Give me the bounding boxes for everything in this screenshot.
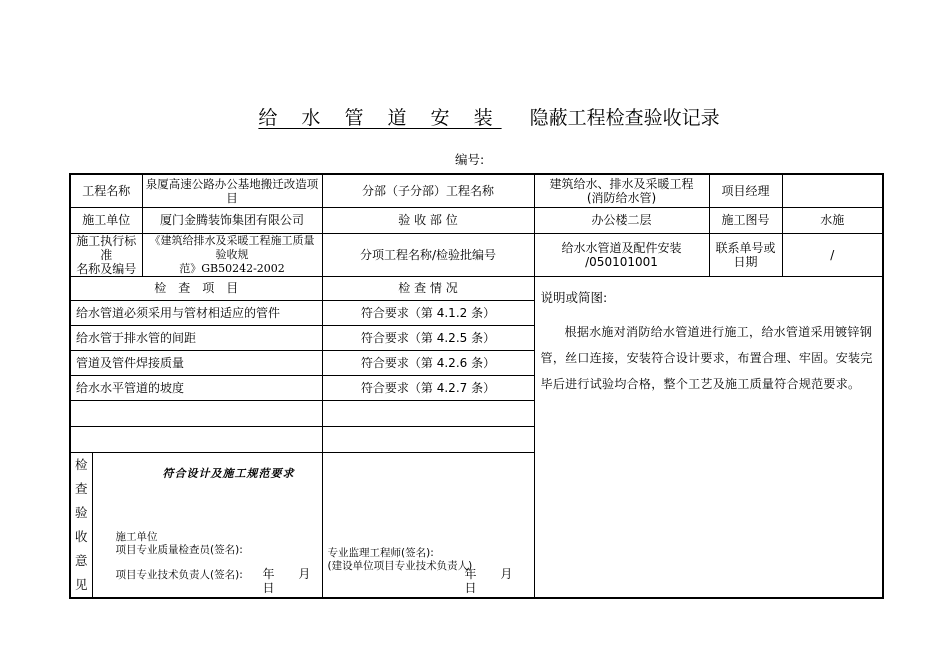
standard-line2: 范》GB50242-2002 bbox=[179, 261, 285, 275]
project-name-label: 工程名称 bbox=[70, 174, 142, 207]
contractor-opinion bbox=[92, 452, 322, 598]
owner-lead-signature: (建设单位项目专业技术负责人) bbox=[327, 559, 473, 572]
inspection-item: 给水管道必须采用与管材相适应的管件 bbox=[70, 300, 322, 325]
manager-label: 项目经理 bbox=[709, 174, 782, 207]
standard-label bbox=[70, 233, 142, 276]
standard-line1: 《建筑给排水及采暖工程施工质量验收规 bbox=[149, 233, 315, 261]
sub-project-line2: (消防给水管) bbox=[586, 190, 657, 205]
notes-title: 说明或简图: bbox=[540, 289, 608, 305]
drawing-value: 水施 bbox=[782, 207, 883, 233]
page-title bbox=[0, 103, 950, 130]
inspection-item: 给水水平管道的坡度 bbox=[70, 375, 322, 400]
standard-label-line1: 施工执行标准 bbox=[76, 233, 137, 262]
quality-inspector-signature: 项目专业质量检查员(签名): bbox=[115, 543, 243, 556]
notes-text: 根据水施对消防给水管道进行施工，给水管道采用镀锌钢管，丝口连接，安装符合设计要求，布置合理、牢固。安装完毕后进行试验均合格，整个工艺及施工质量符合规范要求。 bbox=[540, 324, 873, 391]
batch-line2: /050101001 bbox=[585, 254, 658, 269]
serial-label: 编号: bbox=[455, 152, 485, 167]
inspection-item bbox=[70, 400, 322, 426]
manager-value bbox=[782, 174, 883, 207]
acceptance-label: 验 收 部 位 bbox=[322, 207, 534, 233]
inspection-status: 符合要求（第 4.1.2 条） bbox=[322, 300, 534, 325]
contact-label: 联系单号或日期 bbox=[709, 233, 782, 276]
contractor-unit: 施工单位 bbox=[115, 530, 158, 543]
supervisor-date: 年 月 日 bbox=[464, 566, 523, 595]
inspection-status bbox=[322, 426, 534, 452]
opinion-label-char: 查 bbox=[74, 480, 88, 496]
unit-label: 施工单位 bbox=[70, 207, 142, 233]
inspection-status: 符合要求（第 4.2.7 条） bbox=[322, 375, 534, 400]
supervisor-signature: 专业监理工程师(签名): bbox=[327, 546, 434, 559]
title-suffix: 隐蔽工程检查验收记录 bbox=[529, 107, 720, 129]
supervisor-opinion bbox=[322, 452, 534, 598]
opinion-label-char: 验 bbox=[74, 504, 88, 520]
opinion-label-char: 收 bbox=[74, 528, 88, 544]
inspection-item-header: 检 查 项 目 bbox=[70, 276, 322, 300]
tech-lead-signature: 项目专业技术负责人(签名): bbox=[115, 568, 243, 581]
inspection-status: 符合要求（第 4.2.6 条） bbox=[322, 350, 534, 375]
standard-label-line2: 名称及编号 bbox=[76, 261, 137, 276]
inspection-item: 管道及管件焊接质量 bbox=[70, 350, 322, 375]
notes-panel bbox=[534, 276, 883, 598]
inspection-status: 符合要求（第 4.2.5 条） bbox=[322, 325, 534, 350]
opinion-conclusion: 符合设计及施工规范要求 bbox=[162, 466, 295, 480]
contact-value: / bbox=[782, 233, 883, 276]
batch-label: 分项工程名称/检验批编号 bbox=[322, 233, 534, 276]
project-name: 泉厦高速公路办公基地搬迁改造项目 bbox=[142, 174, 322, 207]
sub-project-label: 分部（子分部）工程名称 bbox=[322, 174, 534, 207]
inspection-status-header: 检 查 情 况 bbox=[322, 276, 534, 300]
batch-line1: 给水水管道及配件安装 bbox=[561, 240, 682, 255]
inspection-item bbox=[70, 426, 322, 452]
title-project: 给 水 管 道 安 装 bbox=[258, 107, 502, 129]
acceptance-value: 办公楼二层 bbox=[534, 207, 709, 233]
standard-value bbox=[142, 233, 322, 276]
opinion-label bbox=[70, 452, 92, 598]
contractor-date: 年 月 日 bbox=[262, 566, 321, 595]
drawing-label: 施工图号 bbox=[709, 207, 782, 233]
opinion-label-char: 见 bbox=[74, 576, 88, 592]
inspection-record-table bbox=[69, 173, 884, 599]
unit-value: 厦门金腾装饰集团有限公司 bbox=[142, 207, 322, 233]
batch-value bbox=[534, 233, 709, 276]
inspection-status bbox=[322, 400, 534, 426]
sub-project-line1: 建筑给水、排水及采暖工程 bbox=[549, 176, 694, 191]
opinion-label-char: 意 bbox=[74, 552, 88, 568]
opinion-label-char: 检 bbox=[74, 456, 88, 472]
sub-project bbox=[534, 174, 709, 207]
inspection-item: 给水管于排水管的间距 bbox=[70, 325, 322, 350]
